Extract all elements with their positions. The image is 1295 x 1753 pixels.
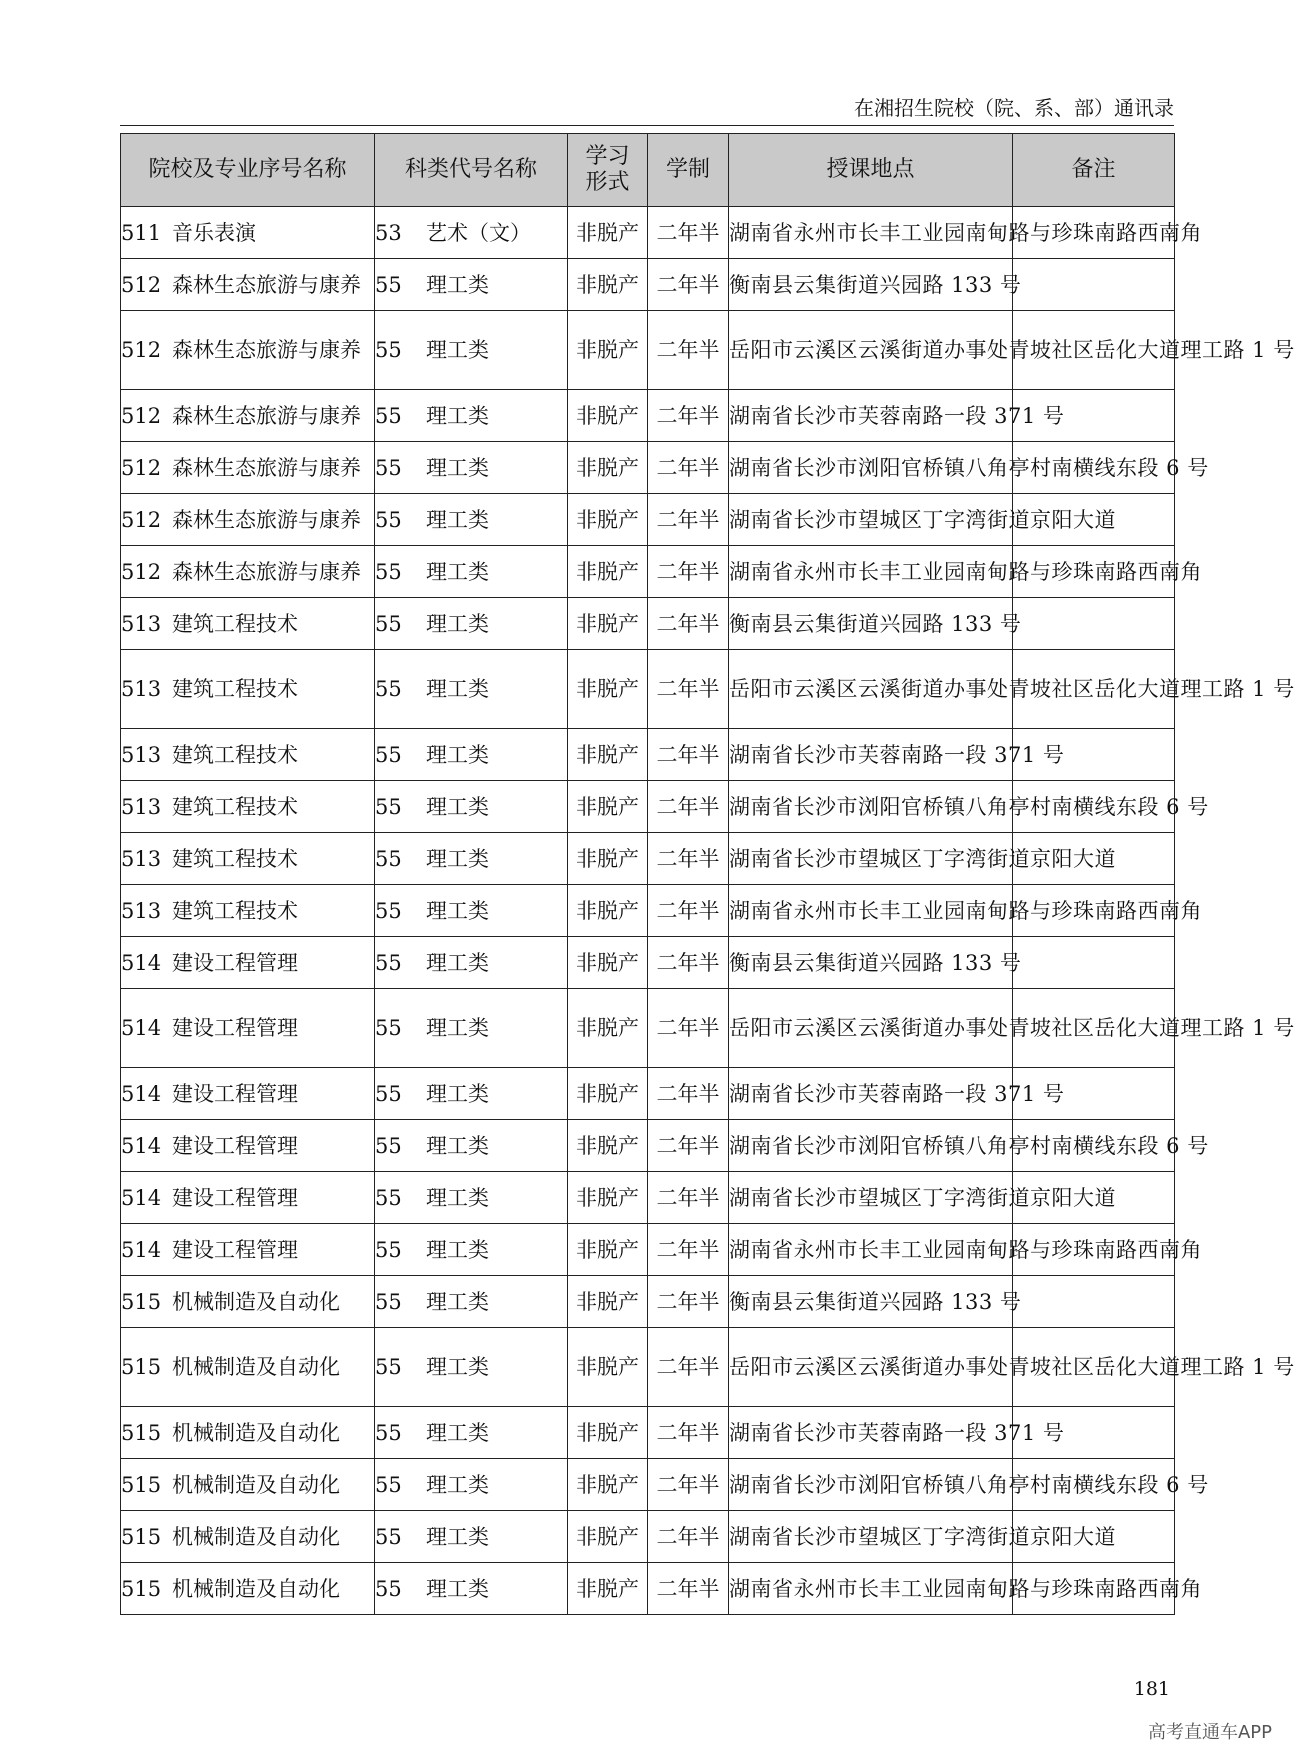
- subject-code: 55: [375, 559, 402, 584]
- subject-name: 理工类: [426, 1420, 489, 1445]
- study-mode-cell: 非脱产: [568, 546, 648, 598]
- subject-cell: [375, 1328, 568, 1407]
- running-header-title: 在湘招生院校（院、系、部）通讯录: [854, 96, 1174, 120]
- location-cell: 湖南省永州市长丰工业园南甸路与珍珠南路西南角: [729, 207, 1013, 259]
- duration-cell: 二年半: [648, 311, 729, 390]
- table-row: [121, 546, 1175, 598]
- duration-cell: 二年半: [648, 989, 729, 1068]
- study-mode-cell: 非脱产: [568, 598, 648, 650]
- study-mode-cell: 非脱产: [568, 1328, 648, 1407]
- program-name: 森林生态旅游与康养: [172, 272, 361, 297]
- table-row: [121, 729, 1175, 781]
- duration-cell: 二年半: [648, 1120, 729, 1172]
- location-cell: 湖南省永州市长丰工业园南甸路与珍珠南路西南角: [729, 546, 1013, 598]
- table-row: [121, 442, 1175, 494]
- subject-name: 艺术（文）: [426, 220, 531, 245]
- study-mode-cell: 非脱产: [568, 1407, 648, 1459]
- program-name: 建筑工程技术: [172, 742, 298, 767]
- location-cell: 湖南省长沙市望城区丁字湾街道京阳大道: [729, 494, 1013, 546]
- study-mode-cell: 非脱产: [568, 937, 648, 989]
- subject-cell: [375, 1276, 568, 1328]
- subject-code: 55: [375, 272, 402, 297]
- location-cell: 湖南省长沙市芙蓉南路一段 371 号: [729, 1407, 1013, 1459]
- program-cell: [121, 311, 375, 390]
- program-code: 512: [121, 338, 162, 362]
- program-code: 515: [121, 1289, 162, 1314]
- subject-name: 理工类: [426, 507, 489, 532]
- program-name: 森林生态旅游与康养: [172, 559, 361, 584]
- study-mode-cell: 非脱产: [568, 1120, 648, 1172]
- table-row: [121, 1120, 1175, 1172]
- program-name: 建筑工程技术: [172, 846, 298, 871]
- subject-code: 55: [375, 611, 402, 636]
- program-code: 514: [121, 1237, 162, 1262]
- location-cell: 衡南县云集街道兴园路 133 号: [729, 1276, 1013, 1328]
- subject-name: 理工类: [426, 794, 489, 819]
- subject-cell: [375, 207, 568, 259]
- study-mode-cell: 非脱产: [568, 989, 648, 1068]
- table-row: [121, 494, 1175, 546]
- program-code: 513: [121, 742, 162, 767]
- program-name: 建设工程管理: [172, 1081, 298, 1106]
- study-mode-cell: 非脱产: [568, 259, 648, 311]
- study-mode-cell: 非脱产: [568, 1172, 648, 1224]
- subject-name: 理工类: [426, 677, 489, 701]
- subject-cell: [375, 311, 568, 390]
- subject-cell: [375, 1224, 568, 1276]
- program-name: 机械制造及自动化: [172, 1472, 340, 1497]
- remark-cell: [1013, 598, 1175, 650]
- duration-cell: 二年半: [648, 1563, 729, 1615]
- table-row: [121, 390, 1175, 442]
- subject-cell: [375, 833, 568, 885]
- table-row: [121, 1276, 1175, 1328]
- subject-name: 理工类: [426, 1081, 489, 1106]
- program-cell: [121, 989, 375, 1068]
- subject-code: 55: [375, 338, 402, 362]
- program-code: 514: [121, 1133, 162, 1158]
- subject-code: 55: [375, 1237, 402, 1262]
- column-header-subject: 科类代号名称: [375, 134, 568, 207]
- page-number: 181: [1133, 1678, 1170, 1700]
- program-cell: [121, 885, 375, 937]
- table-row: [121, 207, 1175, 259]
- location-cell: 湖南省永州市长丰工业园南甸路与珍珠南路西南角: [729, 1563, 1013, 1615]
- program-cell: [121, 1459, 375, 1511]
- program-cell: [121, 259, 375, 311]
- location-cell: 湖南省长沙市浏阳官桥镇八角亭村南横线东段 6 号: [729, 1459, 1013, 1511]
- program-cell: [121, 1068, 375, 1120]
- program-name: 机械制造及自动化: [172, 1576, 340, 1601]
- column-header-location: 授课地点: [729, 134, 1013, 207]
- subject-code: 55: [375, 455, 402, 480]
- program-cell: [121, 1276, 375, 1328]
- subject-name: 理工类: [426, 1237, 489, 1262]
- table-row: [121, 1224, 1175, 1276]
- program-code: 512: [121, 403, 162, 428]
- study-mode-cell: 非脱产: [568, 442, 648, 494]
- subject-cell: [375, 1459, 568, 1511]
- program-name: 森林生态旅游与康养: [172, 455, 361, 480]
- location-cell: 湖南省长沙市望城区丁字湾街道京阳大道: [729, 1511, 1013, 1563]
- subject-name: 理工类: [426, 1524, 489, 1549]
- program-name: 建筑工程技术: [172, 677, 298, 701]
- program-name: 建筑工程技术: [172, 794, 298, 819]
- table-row: [121, 885, 1175, 937]
- program-name: 森林生态旅游与康养: [172, 338, 361, 362]
- study-mode-cell: 非脱产: [568, 1068, 648, 1120]
- subject-cell: [375, 781, 568, 833]
- subject-cell: [375, 390, 568, 442]
- table-row: [121, 1563, 1175, 1615]
- location-cell: 湖南省长沙市浏阳官桥镇八角亭村南横线东段 6 号: [729, 442, 1013, 494]
- program-code: 515: [121, 1576, 162, 1601]
- duration-cell: 二年半: [648, 1224, 729, 1276]
- program-code: 515: [121, 1355, 162, 1379]
- location-cell: 岳阳市云溪区云溪街道办事处青坡社区岳化大道理工路 1 号: [729, 650, 1013, 729]
- program-name: 建设工程管理: [172, 1185, 298, 1210]
- subject-code: 55: [375, 1016, 402, 1040]
- subject-code: 55: [375, 1524, 402, 1549]
- program-cell: [121, 1172, 375, 1224]
- program-code: 513: [121, 611, 162, 636]
- program-cell: [121, 729, 375, 781]
- program-cell: [121, 1511, 375, 1563]
- subject-code: 55: [375, 1185, 402, 1210]
- program-cell: [121, 494, 375, 546]
- duration-cell: 二年半: [648, 1459, 729, 1511]
- table-row: [121, 1172, 1175, 1224]
- program-code: 512: [121, 559, 162, 584]
- program-cell: [121, 546, 375, 598]
- remark-cell: [1013, 937, 1175, 989]
- program-code: 514: [121, 1081, 162, 1106]
- duration-cell: 二年半: [648, 1407, 729, 1459]
- subject-code: 55: [375, 1576, 402, 1601]
- subject-code: 55: [375, 898, 402, 923]
- duration-cell: 二年半: [648, 1511, 729, 1563]
- subject-cell: [375, 442, 568, 494]
- duration-cell: 二年半: [648, 1328, 729, 1407]
- table-row: [121, 937, 1175, 989]
- location-cell: 湖南省永州市长丰工业园南甸路与珍珠南路西南角: [729, 885, 1013, 937]
- location-cell: 湖南省长沙市芙蓉南路一段 371 号: [729, 390, 1013, 442]
- program-cell: [121, 1407, 375, 1459]
- program-cell: [121, 937, 375, 989]
- program-code: 514: [121, 1185, 162, 1210]
- subject-code: 55: [375, 1133, 402, 1158]
- column-header-program: 院校及专业序号名称: [121, 134, 375, 207]
- location-cell: 湖南省长沙市浏阳官桥镇八角亭村南横线东段 6 号: [729, 1120, 1013, 1172]
- subject-code: 55: [375, 950, 402, 975]
- subject-name: 理工类: [426, 950, 489, 975]
- duration-cell: 二年半: [648, 833, 729, 885]
- program-name: 建设工程管理: [172, 950, 298, 975]
- subject-cell: [375, 1511, 568, 1563]
- program-code: 513: [121, 846, 162, 871]
- program-code: 513: [121, 794, 162, 819]
- subject-name: 理工类: [426, 403, 489, 428]
- program-cell: [121, 1328, 375, 1407]
- duration-cell: 二年半: [648, 390, 729, 442]
- duration-cell: 二年半: [648, 494, 729, 546]
- program-name: 机械制造及自动化: [172, 1420, 340, 1445]
- table-row: [121, 598, 1175, 650]
- subject-cell: [375, 937, 568, 989]
- study-mode-cell: 非脱产: [568, 1459, 648, 1511]
- program-code: 515: [121, 1472, 162, 1497]
- program-name: 森林生态旅游与康养: [172, 403, 361, 428]
- study-mode-cell: 非脱产: [568, 311, 648, 390]
- table-row: [121, 989, 1175, 1068]
- subject-cell: [375, 1563, 568, 1615]
- subject-cell: [375, 1068, 568, 1120]
- study-mode-cell: 非脱产: [568, 207, 648, 259]
- program-name: 音乐表演: [172, 220, 256, 245]
- subject-code: 55: [375, 1420, 402, 1445]
- subject-cell: [375, 885, 568, 937]
- program-code: 515: [121, 1524, 162, 1549]
- column-header-remark: 备注: [1013, 134, 1175, 207]
- program-cell: [121, 781, 375, 833]
- header-rule: [120, 125, 1174, 126]
- duration-cell: 二年半: [648, 1172, 729, 1224]
- duration-cell: 二年半: [648, 259, 729, 311]
- table-row: [121, 1459, 1175, 1511]
- program-cell: [121, 1224, 375, 1276]
- location-cell: 衡南县云集街道兴园路 133 号: [729, 937, 1013, 989]
- duration-cell: 二年半: [648, 442, 729, 494]
- location-cell: 湖南省长沙市芙蓉南路一段 371 号: [729, 1068, 1013, 1120]
- table-body: [121, 207, 1295, 1615]
- column-header-duration: 学制: [648, 134, 729, 207]
- subject-cell: [375, 1407, 568, 1459]
- subject-name: 理工类: [426, 1289, 489, 1314]
- study-mode-cell: 非脱产: [568, 650, 648, 729]
- location-cell: 衡南县云集街道兴园路 133 号: [729, 598, 1013, 650]
- duration-cell: 二年半: [648, 650, 729, 729]
- program-code: 512: [121, 272, 162, 297]
- subject-name: 理工类: [426, 559, 489, 584]
- duration-cell: 二年半: [648, 598, 729, 650]
- subject-code: 55: [375, 1355, 402, 1379]
- program-cell: [121, 833, 375, 885]
- duration-cell: 二年半: [648, 781, 729, 833]
- program-name: 机械制造及自动化: [172, 1524, 340, 1549]
- watermark-text: 高考直通车APP: [1147, 1722, 1272, 1743]
- program-code: 515: [121, 1420, 162, 1445]
- subject-code: 55: [375, 403, 402, 428]
- remark-cell: [1013, 1276, 1175, 1328]
- subject-name: 理工类: [426, 846, 489, 871]
- header-row: [121, 134, 1175, 207]
- program-name: 建筑工程技术: [172, 898, 298, 923]
- subject-name: 理工类: [426, 272, 489, 297]
- subject-code: 55: [375, 1289, 402, 1314]
- subject-code: 55: [375, 846, 402, 871]
- program-name: 机械制造及自动化: [172, 1289, 340, 1314]
- location-cell: 湖南省长沙市望城区丁字湾街道京阳大道: [729, 833, 1013, 885]
- subject-code: 55: [375, 794, 402, 819]
- program-name: 建设工程管理: [172, 1133, 298, 1158]
- column-header-mode: 学习 形式: [568, 134, 648, 207]
- table-row: [121, 1328, 1175, 1407]
- program-name: 机械制造及自动化: [172, 1355, 340, 1379]
- study-mode-cell: 非脱产: [568, 1276, 648, 1328]
- remark-cell: [1013, 259, 1175, 311]
- subject-cell: [375, 650, 568, 729]
- program-cell: [121, 207, 375, 259]
- subject-cell: [375, 546, 568, 598]
- study-mode-cell: 非脱产: [568, 781, 648, 833]
- program-cell: [121, 1120, 375, 1172]
- program-cell: [121, 598, 375, 650]
- duration-cell: 二年半: [648, 937, 729, 989]
- location-cell: 岳阳市云溪区云溪街道办事处青坡社区岳化大道理工路 1 号: [729, 989, 1013, 1068]
- location-cell: 岳阳市云溪区云溪街道办事处青坡社区岳化大道理工路 1 号: [729, 311, 1013, 390]
- subject-name: 理工类: [426, 1576, 489, 1601]
- program-name: 建设工程管理: [172, 1016, 298, 1040]
- subject-cell: [375, 494, 568, 546]
- program-cell: [121, 442, 375, 494]
- program-code: 512: [121, 455, 162, 480]
- table-row: [121, 311, 1175, 390]
- location-cell: 湖南省永州市长丰工业园南甸路与珍珠南路西南角: [729, 1224, 1013, 1276]
- study-mode-cell: 非脱产: [568, 1224, 648, 1276]
- subject-name: 理工类: [426, 1355, 489, 1379]
- location-cell: 湖南省长沙市浏阳官桥镇八角亭村南横线东段 6 号: [729, 781, 1013, 833]
- table-header: [121, 134, 1175, 207]
- program-name: 建筑工程技术: [172, 611, 298, 636]
- program-code: 511: [121, 220, 162, 245]
- subject-name: 理工类: [426, 1185, 489, 1210]
- study-mode-cell: 非脱产: [568, 729, 648, 781]
- table-row: [121, 1407, 1175, 1459]
- duration-cell: 二年半: [648, 207, 729, 259]
- subject-cell: [375, 598, 568, 650]
- subject-name: 理工类: [426, 1133, 489, 1158]
- duration-cell: 二年半: [648, 1276, 729, 1328]
- study-mode-cell: 非脱产: [568, 833, 648, 885]
- duration-cell: 二年半: [648, 1068, 729, 1120]
- program-cell: [121, 390, 375, 442]
- subject-cell: [375, 1120, 568, 1172]
- study-mode-cell: 非脱产: [568, 1563, 648, 1615]
- duration-cell: 二年半: [648, 729, 729, 781]
- location-cell: 湖南省长沙市芙蓉南路一段 371 号: [729, 729, 1013, 781]
- program-cell: [121, 650, 375, 729]
- table-row: [121, 1068, 1175, 1120]
- subject-code: 55: [375, 742, 402, 767]
- subject-code: 53: [375, 220, 402, 245]
- subject-name: 理工类: [426, 1472, 489, 1497]
- program-code: 513: [121, 677, 162, 701]
- study-mode-cell: 非脱产: [568, 390, 648, 442]
- location-cell: 湖南省长沙市望城区丁字湾街道京阳大道: [729, 1172, 1013, 1224]
- subject-name: 理工类: [426, 611, 489, 636]
- location-cell: 岳阳市云溪区云溪街道办事处青坡社区岳化大道理工路 1 号: [729, 1328, 1013, 1407]
- program-cell: [121, 1563, 375, 1615]
- subject-code: 55: [375, 677, 402, 701]
- study-mode-cell: 非脱产: [568, 1511, 648, 1563]
- program-code: 514: [121, 1016, 162, 1040]
- table-row: [121, 781, 1175, 833]
- subject-name: 理工类: [426, 742, 489, 767]
- subject-cell: [375, 989, 568, 1068]
- subject-cell: [375, 1172, 568, 1224]
- subject-name: 理工类: [426, 898, 489, 923]
- table-row: [121, 1511, 1175, 1563]
- enrollment-table: [120, 133, 1295, 1615]
- subject-name: 理工类: [426, 1016, 489, 1040]
- subject-code: 55: [375, 507, 402, 532]
- subject-code: 55: [375, 1081, 402, 1106]
- table-row: [121, 259, 1175, 311]
- study-mode-cell: 非脱产: [568, 885, 648, 937]
- subject-cell: [375, 729, 568, 781]
- duration-cell: 二年半: [648, 885, 729, 937]
- program-code: 512: [121, 507, 162, 532]
- subject-code: 55: [375, 1472, 402, 1497]
- subject-name: 理工类: [426, 455, 489, 480]
- table-row: [121, 650, 1175, 729]
- subject-name: 理工类: [426, 338, 489, 362]
- program-code: 513: [121, 898, 162, 923]
- duration-cell: 二年半: [648, 546, 729, 598]
- location-cell: 衡南县云集街道兴园路 133 号: [729, 259, 1013, 311]
- program-name: 森林生态旅游与康养: [172, 507, 361, 532]
- table-row: [121, 833, 1175, 885]
- study-mode-cell: 非脱产: [568, 494, 648, 546]
- program-code: 514: [121, 950, 162, 975]
- program-name: 建设工程管理: [172, 1237, 298, 1262]
- subject-cell: [375, 259, 568, 311]
